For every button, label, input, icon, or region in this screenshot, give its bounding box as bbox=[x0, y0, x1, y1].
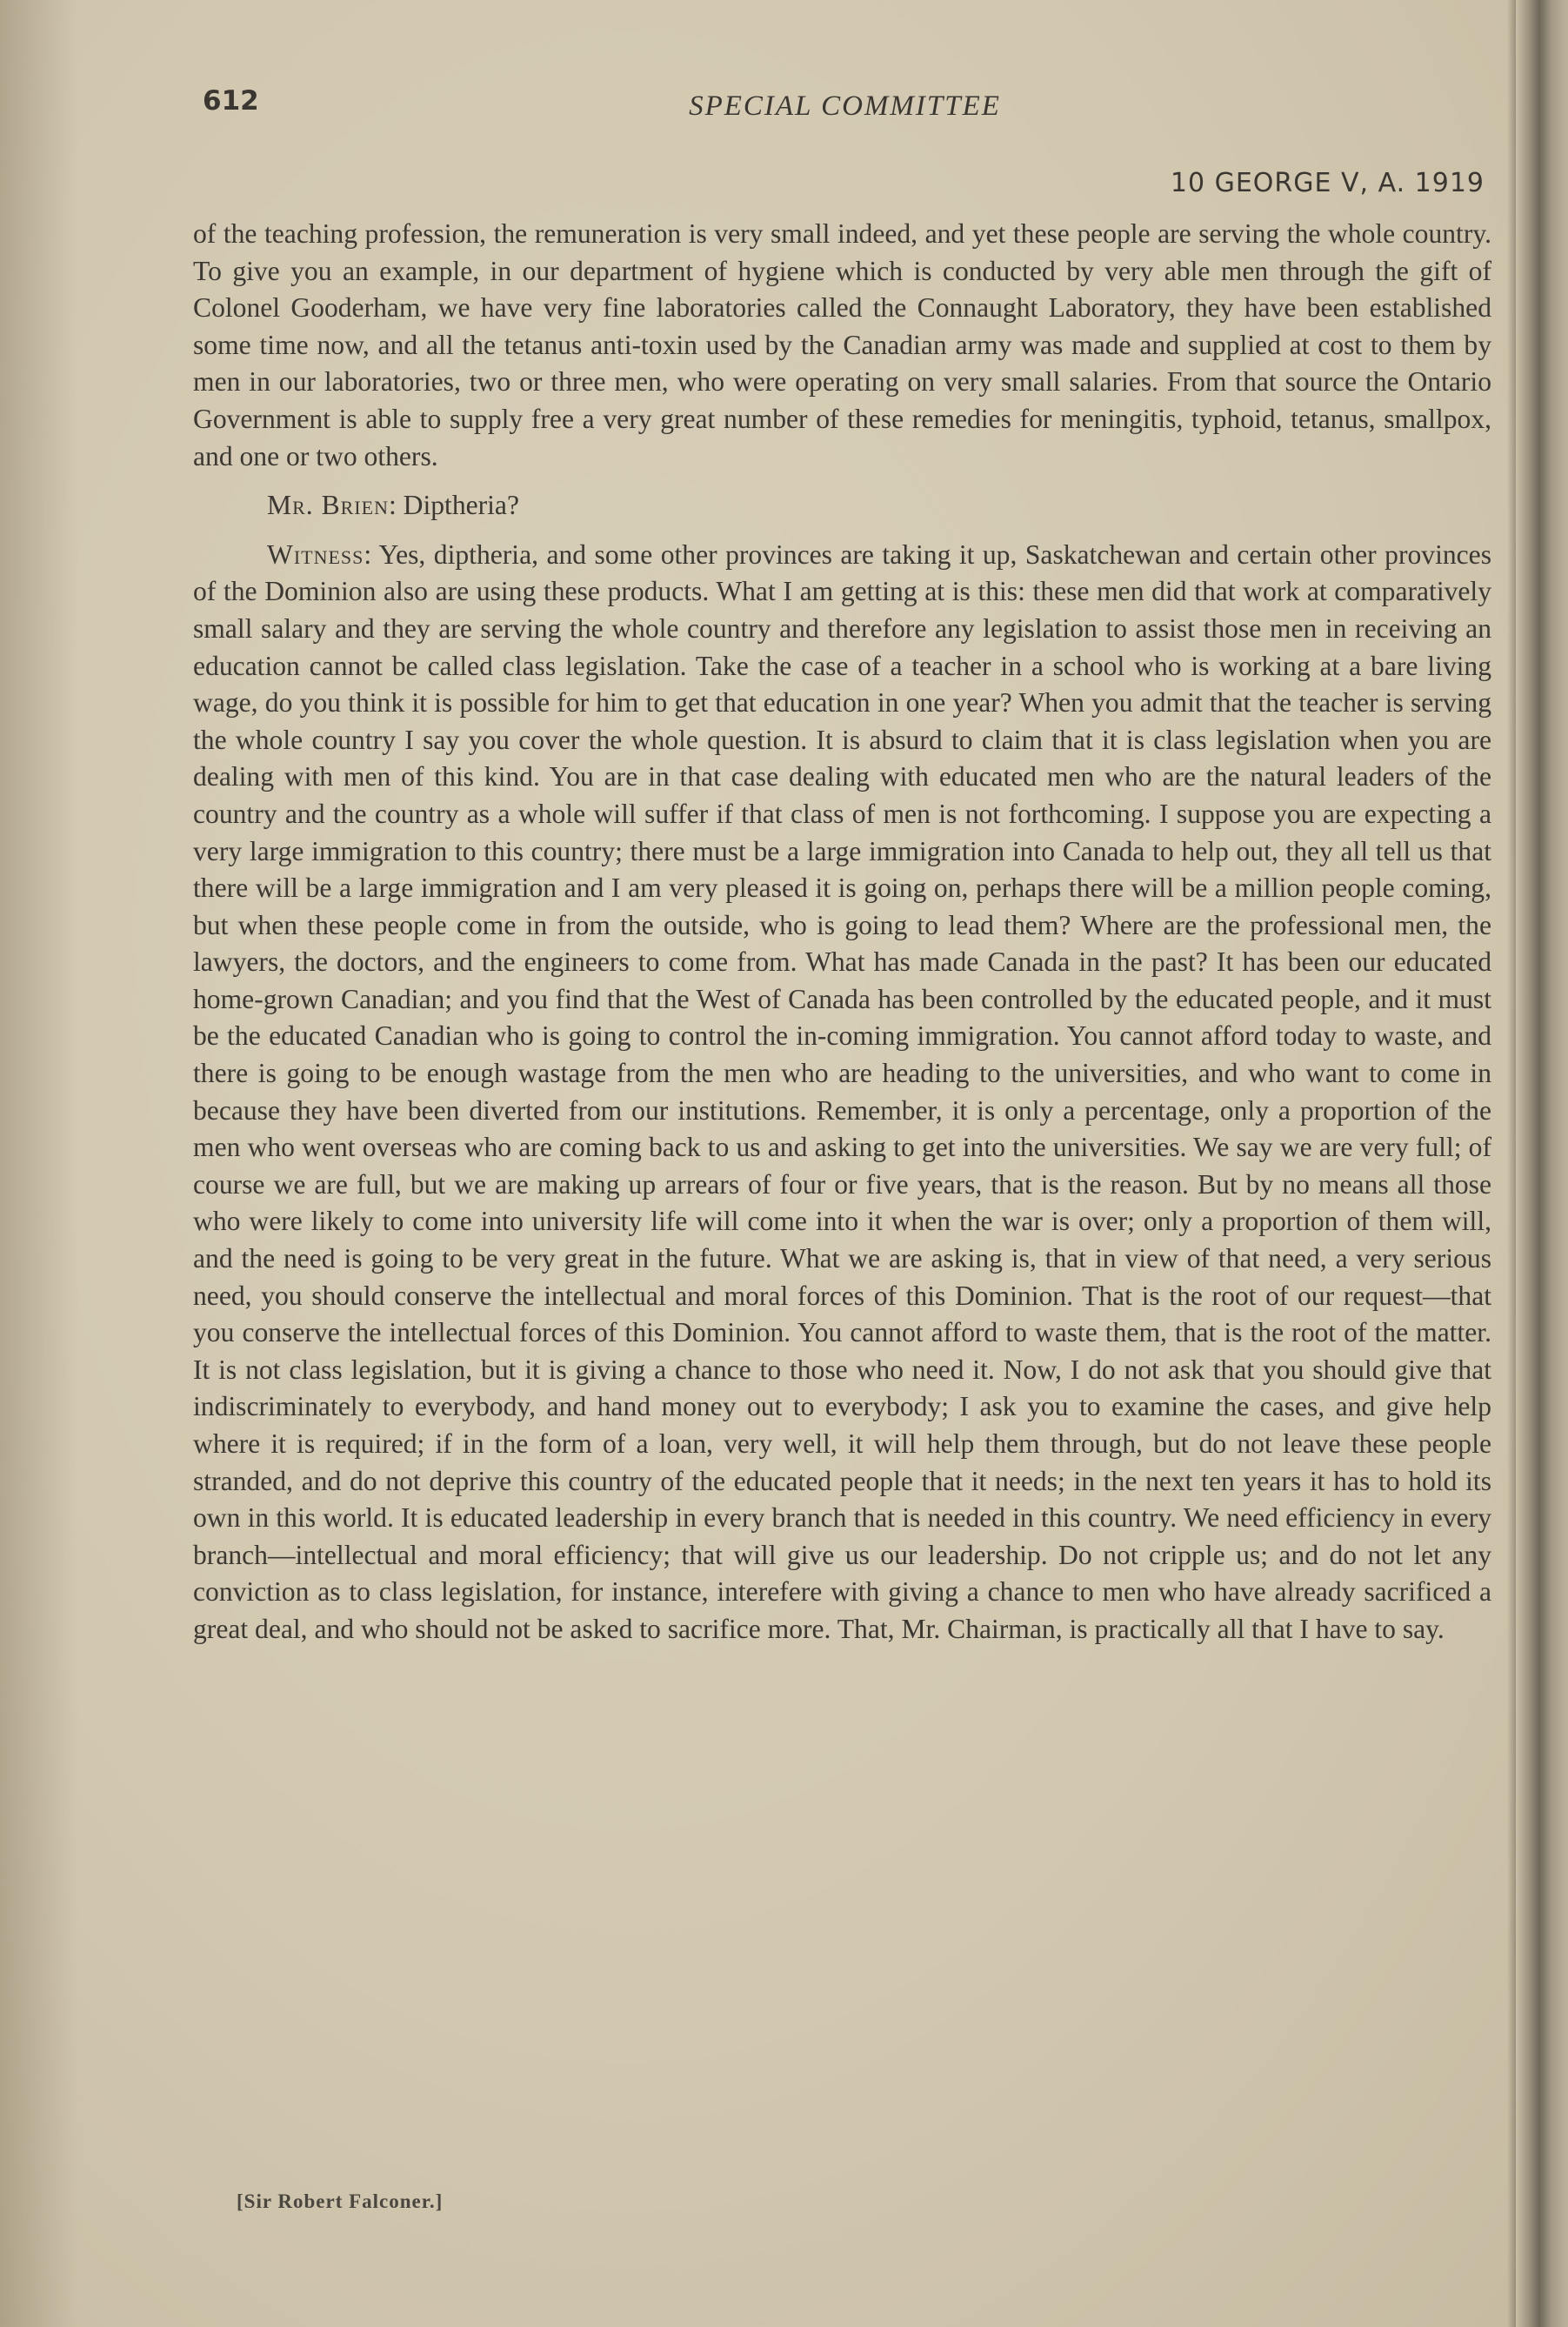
speaker-text: : Diptheria? bbox=[388, 490, 519, 521]
running-title: SPECIAL COMMITTEE bbox=[689, 90, 1001, 122]
speaker-attribution: [Sir Robert Falconer.] bbox=[237, 2190, 444, 2212]
page-left-shadow bbox=[0, 0, 78, 2327]
speaker-text: : Yes, diptheria, and some other provinces are taking it up, Saskatchewan and certain other provinces of the Dominion also are using these products. What I am getting at is this: these men did that work at comparatively small salary and they are serving the whole country and therefore any legislation to assist those men in receiving an education cannot be called class legislation. Take the case of a teacher in a school who is working at a bare living wage, do you think it is possible for him to get that education in one year? When you admit that the teacher is serving the whole country I say you cover the whole question. It is absurd to claim that it is class legislation when you are dealing with men of this kind. You are in that case dealing with educated men who are the natural leaders of the country and the country as a whole will suffer if that class of men is not forthcoming. I suppose you are expecting a very large immigration to this country; there must be a large immigration into Canada to help out, they all tell us that there will be a large immigration and I am very pleased it is going on, perhaps there will be a million people coming, but when these people come in from the outside, who is going to lead them? Where are the professional men, the lawyers, the doctors, and the engineers to come from. What has made Canada in the past? It has been our educated home-grown Canadian; and you find that the West of Canada has been controlled by the educated people, and it must be the educated Canadian who is going to control the in-coming immigration. You cannot afford today to waste, and there is going to be enough wastage from the men who are heading to the universities, and who want to come in because they have been diverted from our institutions. Remember, it is only a percentage, only a proportion of the men who went overseas who are coming back to us and asking to get into the universities. We say we are very full; of course we are full, but we are making up arrears of four or five years, that is the reason. But by no means all those who were likely to come into university life will come into it when the war is over; only a proportion of them will, and the need is going to be very great in the future. What we are asking is, that in view of that need, a very serious need, you should conserve the intellectual and moral forces of this Dominion. That is the root of our request—that you conserve the intellectual forces of this Dominion. You cannot afford to waste them, that is the root of the matter. It is not class legislation, but it is giving a chance to those who need it. Now, I do not ask that you should give that indiscriminately to everybody, and hand money out to everybody; I ask you to examine the cases, and give help where it is required; if in the form of a loan, very well, it will help them through, but do not leave these people stranded, and do not deprive this country of the educated people that it needs; in the next ten years it has to hold its own in this world. It is educated leadership in every branch that is needed in this country. We need efficiency in every branch—intellectual and moral efficiency; that will give us our leadership. Do not cripple us; and do not let any conviction as to class legislation, for instance, interefere with giving a chance to men who have already sacrificed a great deal, and who should not be asked to sacrifice more. That, Mr. Chairman, is practically all that I have to say. bbox=[193, 538, 1491, 1644]
speaker-name: Witness bbox=[267, 538, 364, 570]
page-number: 612 bbox=[203, 85, 259, 117]
speaker-name: Mr. Brien bbox=[267, 490, 389, 521]
paragraph-continuation: of the teaching profession, the remuneration is very small indeed, and yet these people are serving the whole country. To give you an example, in our department of hygiene which is conducted by very able men through the gift of Colonel Gooderham, we have very fine laboratories called the Connaught Laboratory, they have been established some time now, and all the tetanus anti-toxin used by the Canadian army was made and supplied at cost to them by men in our laboratories, two or three men, who were operating on very small salaries. From that source the Ontario Government is able to supply free a very great number of these remedies for meningitis, typhoid, tetanus, smallpox, and one or two others. bbox=[193, 218, 1491, 471]
paragraph-question bbox=[193, 487, 1491, 525]
book-binding-gutter bbox=[1516, 0, 1568, 2327]
binding-shadow bbox=[1507, 0, 1516, 2327]
session-label: 10 GEORGE V, A. 1919 bbox=[1170, 168, 1485, 198]
body-text bbox=[193, 216, 1491, 1648]
paragraph-answer bbox=[193, 537, 1491, 1648]
